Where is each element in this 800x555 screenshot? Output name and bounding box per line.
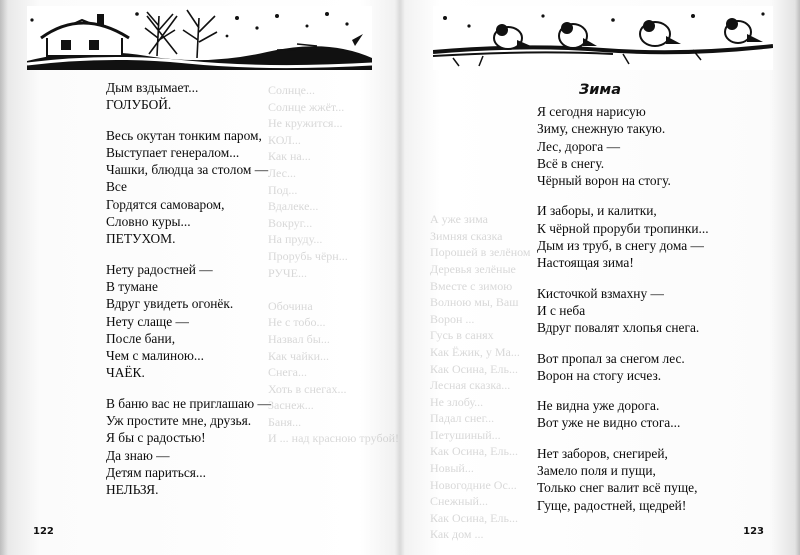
poem-line: Вдруг повалят хлопья снега. xyxy=(537,320,700,336)
right-bleed-through xyxy=(430,95,531,543)
poem-line: Уж простите мне, друзья. xyxy=(106,413,252,429)
bleed-line: А уже зима xyxy=(430,212,488,227)
poem-line: В баню вас не приглашаю — xyxy=(106,395,271,411)
stanza-gap xyxy=(537,337,709,350)
bleed-line: И ... над красною трубой! xyxy=(268,431,399,446)
bleed-line xyxy=(430,195,531,212)
bleed-line: Снежный... xyxy=(430,494,488,509)
bleed-line: Как чайки... xyxy=(268,348,330,363)
bleed-line: Порошей в зелёном xyxy=(430,245,531,260)
bleed-line xyxy=(430,145,531,162)
stanza-gap xyxy=(537,384,709,397)
bleed-line: Ворон ... xyxy=(430,311,475,326)
stanza-gap xyxy=(537,272,709,285)
poem-line: Кисточкой взмахну — xyxy=(537,285,664,301)
poem-line: ГОЛУБОЙ. xyxy=(106,97,172,113)
bleed-line: Новогодние Ос... xyxy=(430,477,517,492)
poem-line: Дым вздымает... xyxy=(106,80,199,95)
bleed-line: Снега... xyxy=(268,365,307,380)
poem-line: Нету слаще — xyxy=(106,313,189,329)
poem-line: Только снег валит всё пуще, xyxy=(537,480,698,496)
bullfinches-on-branch-illustration xyxy=(433,6,773,70)
stanza-gap xyxy=(106,382,271,395)
left-bleed-through xyxy=(268,82,399,447)
poem-line: Весь окутан тонким паром, xyxy=(106,127,262,143)
right-poem xyxy=(537,103,709,514)
bleed-line: Назвал бы... xyxy=(268,331,330,346)
poem-line: ЧАЁК. xyxy=(106,365,145,381)
poem-line: В тумане xyxy=(106,278,158,294)
bleed-line: РУЧЕ... xyxy=(268,265,307,280)
poem-line: Я сегодня нарисую xyxy=(537,104,646,119)
right-page-number: 123 xyxy=(743,526,764,537)
left-page-number: 122 xyxy=(33,526,54,537)
bleed-line: Вокруг... xyxy=(268,215,313,230)
poem-line: И заборы, и калитки, xyxy=(537,203,657,219)
bleed-line: Солнце жжёт... xyxy=(268,99,345,114)
poem-line: Вдруг увидеть огонёк. xyxy=(106,296,234,312)
poem-line: Вот уже не видно стога... xyxy=(537,415,681,431)
poem-line: Зиму, снежную такую. xyxy=(537,121,666,137)
snowy-village-illustration xyxy=(27,6,372,70)
poem-line: Лес, дорога — xyxy=(537,138,620,154)
bleed-line xyxy=(430,161,531,178)
bleed-line: Деревья зелёные xyxy=(430,261,516,276)
poem-line: Гордятся самоваром, xyxy=(106,196,225,212)
bleed-line: Лесная сказка... xyxy=(430,378,511,393)
bleed-line: Под... xyxy=(268,182,298,197)
bleed-line: Волною мы, Ваш xyxy=(430,295,519,310)
bleed-line: Обочина xyxy=(268,298,313,313)
stanza-gap xyxy=(106,248,271,261)
bleed-line xyxy=(430,178,531,195)
bleed-line: Как Осина, Ель... xyxy=(430,444,518,459)
bleed-line: КОЛ... xyxy=(268,132,301,147)
poem-line: Дым из труб, в снегу дома — xyxy=(537,238,704,254)
bleed-line: Вдалеке... xyxy=(268,199,319,214)
bleed-line: Лес... xyxy=(268,165,297,180)
bleed-line: Хоть в снегах... xyxy=(268,381,347,396)
poem-line: Не видна уже дорога. xyxy=(537,398,660,414)
poem-line: Все xyxy=(106,179,127,195)
bleed-line: Солнце... xyxy=(268,83,319,97)
poem-line: Нет заборов, снегирей, xyxy=(537,445,668,461)
stanza-gap xyxy=(537,432,709,445)
poem-line: После бани, xyxy=(106,330,176,346)
poem-line: Нету радостней — xyxy=(106,261,213,277)
poem-line: Ворон на стогу исчез. xyxy=(537,367,662,383)
bleed-line: Как дом ... xyxy=(430,527,484,542)
bleed-line: Падал снег... xyxy=(430,411,495,426)
poem-line: Словно куры... xyxy=(106,214,191,230)
bleed-line xyxy=(430,128,531,145)
bleed-line: Не с тобо... xyxy=(268,315,326,330)
bleed-line: Петушиный... xyxy=(430,427,501,442)
poem-line: Чашки, блюдца за столом — xyxy=(106,162,269,178)
bleed-line: Зимняя сказка xyxy=(430,228,503,243)
poem-line: Замело поля и пущи, xyxy=(537,463,656,479)
bleed-line: Баня... xyxy=(268,414,302,429)
poem-line: Выступает генералом... xyxy=(106,144,240,160)
poem-line: НЕЛЬЗЯ. xyxy=(106,482,159,498)
poem-line: Гуще, радостней, щедрей! xyxy=(537,497,687,513)
poem-line: Я бы с радостью! xyxy=(106,430,206,446)
stanza-gap xyxy=(537,189,709,202)
poem-line: Вот пропал за снегом лес. xyxy=(537,350,685,366)
poem-line: И с неба xyxy=(537,302,586,318)
bleed-line xyxy=(268,281,399,298)
bleed-line: Как Ёжик, у Ма... xyxy=(430,344,520,359)
bleed-line: Вместе с зимою xyxy=(430,278,513,293)
bleed-line: Заснеж... xyxy=(268,398,314,413)
poem-line: Детям париться... xyxy=(106,464,206,480)
bleed-line: Как Осина, Ель... xyxy=(430,510,518,525)
bleed-line: Прорубь чёрн... xyxy=(268,248,348,263)
poem-line: Всё в снегу. xyxy=(537,155,605,171)
poem-title: Зима xyxy=(578,82,622,98)
left-poem xyxy=(106,79,271,499)
bleed-line: Гусь в санях xyxy=(430,328,494,343)
bleed-line: Как Осина, Ель... xyxy=(430,361,518,376)
bleed-line xyxy=(430,112,531,129)
poem-line: Чем с малиною... xyxy=(106,348,204,364)
bleed-line: Новый... xyxy=(430,461,474,476)
bleed-line: Не кружится... xyxy=(268,116,343,131)
poem-line: К чёрной проруби тропинки... xyxy=(537,220,709,236)
right-page xyxy=(400,0,800,555)
stanza-gap xyxy=(106,114,271,127)
bleed-line: На пруду... xyxy=(268,232,323,247)
poem-line: Настоящая зима! xyxy=(537,255,634,271)
bleed-line: Не злобу... xyxy=(430,394,484,409)
poem-line: Чёрный ворон на стогу. xyxy=(537,173,671,189)
poem-line: Да знаю — xyxy=(106,447,170,463)
poem-line: ПЕТУХОМ. xyxy=(106,231,176,247)
bleed-line: Как на... xyxy=(268,149,311,164)
